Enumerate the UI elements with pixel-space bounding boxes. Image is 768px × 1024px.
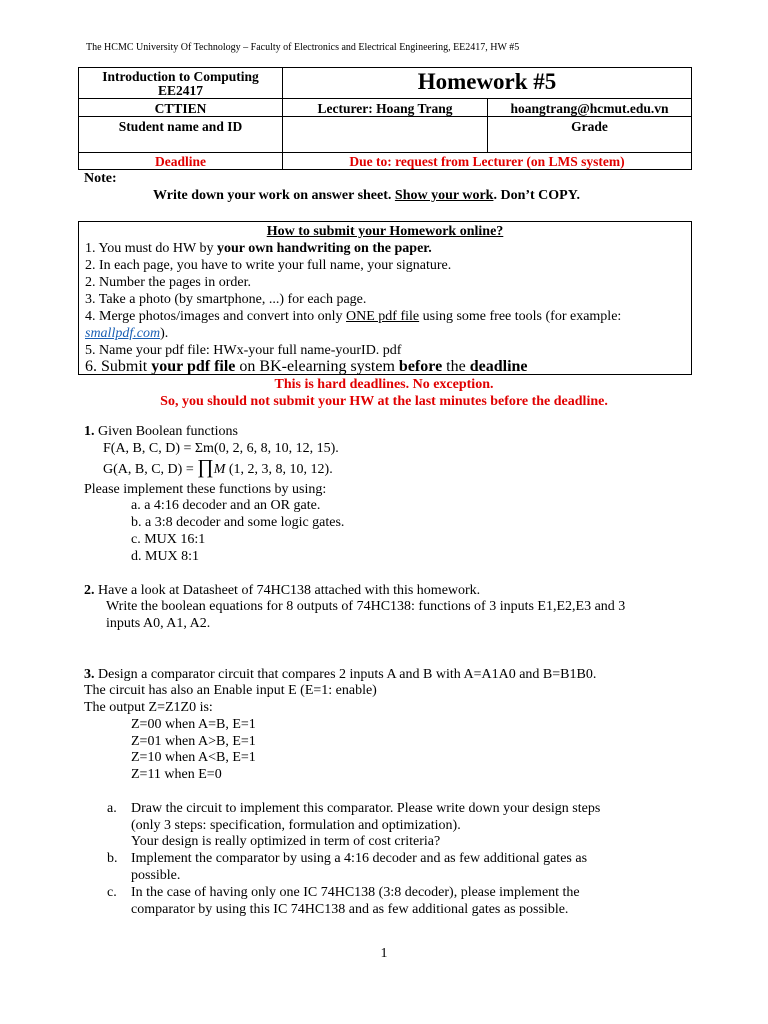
q3-z-11: Z=11 when E=0 [131,767,222,782]
submit-step-3: 2. Number the pages in order. [85,275,252,290]
note-text [153,188,580,204]
note-pre: Write down your work on answer sheet. [153,188,395,203]
student-label: Student name and ID [118,119,243,134]
warning-hard-deadline: This is hard deadlines. No exception. [274,377,494,392]
q1-g-post: (1, 2, 3, 8, 10, 12). [225,462,333,477]
q1-item-a: a. a 4:16 decoder and an OR gate. [131,498,321,513]
q3-b-line-2: possible. [131,868,181,883]
q1-item-c: c. MUX 16:1 [131,532,206,547]
course-code: EE2417 [157,83,203,98]
q3-a-label: a. [107,801,117,816]
grade-label: Grade [571,119,608,134]
submit-step-5-cont [85,325,168,342]
submit-step-6: 5. Name your pdf file: HWx-your full name-yourID. pdf [85,343,402,358]
q1-please: Please implement these functions by using: [84,482,327,497]
q2-text-1: Have a look at Datasheet of 74HC138 attached with this homework. [94,583,481,598]
step5b-post: ). [160,326,169,341]
q3-a-line-2: (only 3 steps: specification, formulation and optimization). [131,818,461,833]
note-label: Note: [84,171,117,186]
q1-g [103,456,333,478]
q3-z-10: Z=10 when A<B, E=1 [131,750,256,765]
q1-number: 1. [84,424,95,439]
q3-line-1 [84,666,596,683]
q3-text-1: Design a comparator circuit that compares 2 inputs A and B with A=A1A0 and B=B1B0. [94,667,597,682]
ctiien-label: CTTIEN [154,101,207,116]
q3-line-3: The output Z=Z1Z0 is: [84,700,213,715]
step1-bold: your own handwriting on the paper. [217,241,432,256]
q1-item-d: d. MUX 8:1 [131,549,200,564]
step7-d: before [398,358,443,375]
submit-title: How to submit your Homework online? [266,224,504,239]
step7-b: your pdf file [151,358,236,375]
q3-a-line-3: Your design is really optimized in term of cost criteria? [131,834,441,849]
submit-step-4: 3. Take a photo (by smartphone, ...) for each page. [85,292,367,307]
q1-f: F(A, B, C, D) = Σm(0, 2, 6, 8, 10, 12, 15). [103,441,339,456]
step7-c: on BK-elearning system [235,358,399,375]
submit-instructions-box [78,221,692,375]
q3-z-00: Z=00 when A=B, E=1 [131,717,256,732]
q3-line-2: The circuit has also an Enable input E (E=1: enable) [84,683,377,698]
step5-post: using some free tools (for example: [419,309,622,324]
product-symbol: ∏ [197,456,214,478]
note-show-work: Show your work [394,188,494,203]
q1-item-b: b. a 3:8 decoder and some logic gates. [131,515,345,530]
submit-step-5 [85,308,621,325]
q1-intro-text: Given Boolean functions [94,424,238,439]
note-post: . Don’t COPY. [493,188,581,203]
q2-number: 2. [84,583,95,598]
homework-title: Homework #5 [417,69,557,94]
step7-a: 6. Submit [85,358,152,375]
q3-number: 3. [84,667,95,682]
step7-f: deadline [469,358,528,375]
smallpdf-link[interactable]: smallpdf.com [85,326,161,341]
q2-line-2: Write the boolean equations for 8 outputs of 74HC138: functions of 3 inputs E1,E2,E3 and 3 [106,599,626,614]
running-header: The HCMC University Of Technology – Faculty of Electronics and Electrical Engineering, EE2417, HW #5 [86,42,520,53]
submit-step-2: 2. In each page, you have to write your full name, your signature. [85,258,452,273]
deadline-value: Due to: request from Lecturer (on LMS system) [349,154,625,169]
step1-pre: 1. You must do HW by [85,241,217,256]
q2-line-1 [84,582,480,599]
submit-step-1 [85,240,432,257]
q3-z-01: Z=01 when A>B, E=1 [131,734,256,749]
step5-pre: 4. Merge photos/images and convert into only [85,309,347,324]
header-table [78,67,692,170]
lecturer-email: hoangtrang@hcmut.edu.vn [510,101,669,116]
q3-a-line-1: Draw the circuit to implement this comparator. Please write down your design steps [131,801,601,816]
course-name: Introduction to Computing [102,69,259,84]
q3-c-line-1: In the case of having only one IC 74HC138 (3:8 decoder), please implement the [131,885,580,900]
submit-step-7 [85,358,528,375]
warning-last-minute: So, you should not submit your HW at the last minutes before the deadline. [160,394,608,409]
step5-underline: ONE pdf file [346,309,420,324]
q3-c-line-2: comparator by using this IC 74HC138 and as few additional gates as possible. [131,902,569,917]
q3-b-label: b. [107,851,118,866]
q1-intro [84,423,238,440]
page-number: 1 [380,946,388,961]
q1-g-pre: G(A, B, C, D) = [103,462,198,477]
q3-b-line-1: Implement the comparator by using a 4:16 decoder and as few additional gates as [131,851,588,866]
step7-e: the [442,358,470,375]
q3-c-label: c. [107,885,117,900]
deadline-label: Deadline [154,154,206,169]
q2-line-3: inputs A0, A1, A2. [106,616,211,631]
lecturer-name: Lecturer: Hoang Trang [317,101,453,116]
q1-g-m: M [213,462,226,477]
